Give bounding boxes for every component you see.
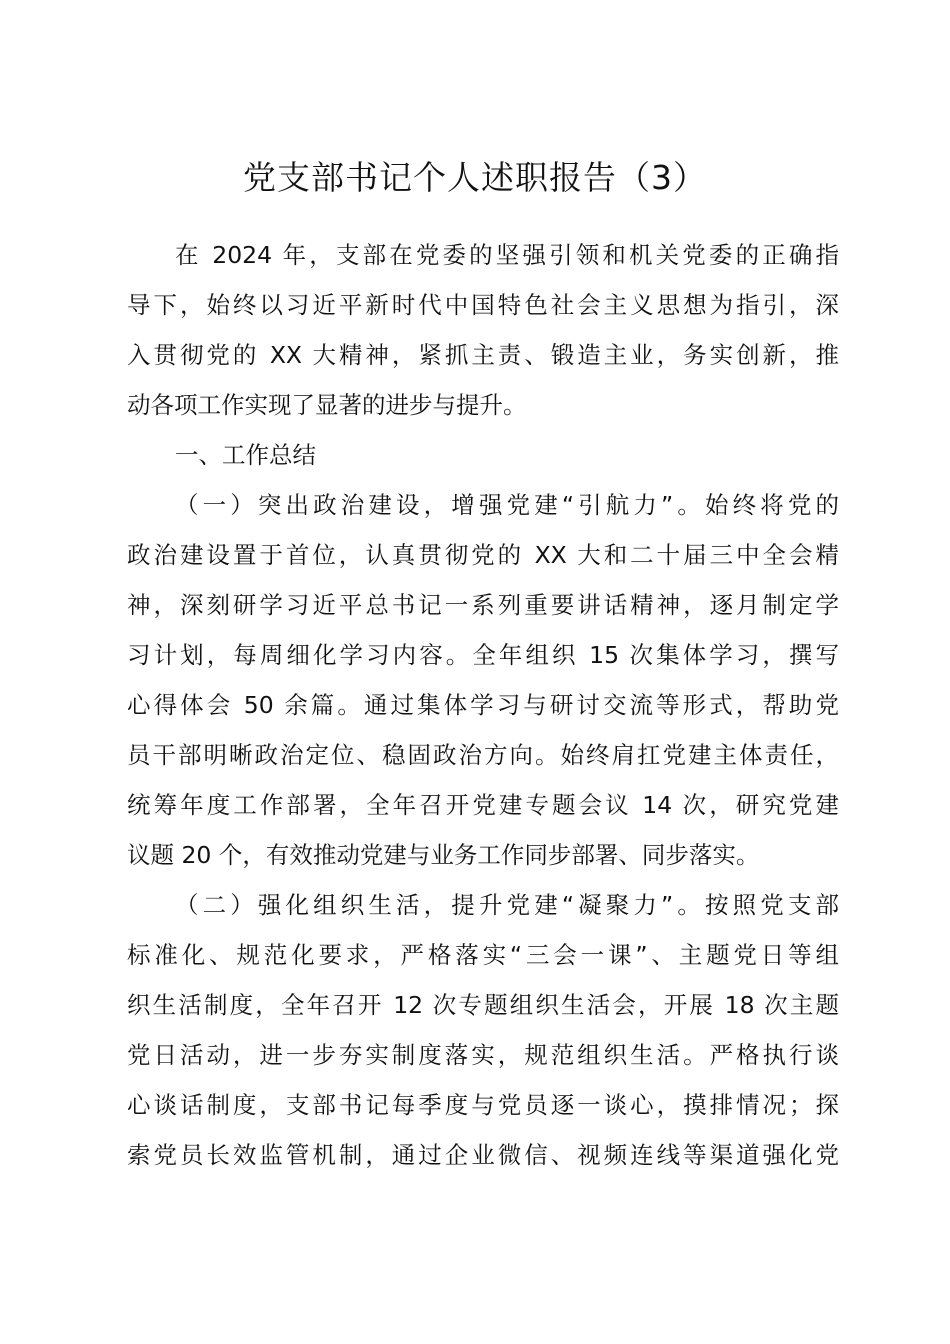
paragraph-line: 心得体会 50 余篇。通过集体学习与研讨交流等形式，帮助党	[127, 691, 839, 719]
paragraph-line: 党日活动，进一步夯实制度落实，规范组织生活。严格执行谈	[127, 1041, 839, 1069]
paragraph-line: （一）突出政治建设，增强党建“引航力”。始终将党的	[175, 491, 839, 519]
document-title: 党支部书记个人述职报告（3）	[243, 158, 707, 197]
document-body	[127, 230, 839, 1180]
paragraph-line: 标准化、规范化要求，严格落实“三会一课”、主题党日等组	[127, 941, 839, 969]
section-heading: 一、工作总结	[175, 441, 316, 469]
paragraph-line: 在 2024 年，支部在党委的坚强引领和机关党委的正确指	[175, 241, 839, 269]
paragraph-line: 索党员长效监管机制，通过企业微信、视频连线等渠道强化党	[127, 1141, 839, 1169]
paragraph-line: 员干部明晰政治定位、稳固政治方向。始终肩扛党建主体责任，	[127, 741, 839, 769]
paragraph-line: 议题 20 个，有效推动党建与业务工作同步部署、同步落实。	[127, 841, 760, 869]
paragraph-line: （二）强化组织生活，提升党建“凝聚力”。按照党支部	[175, 891, 839, 919]
paragraph-line: 入贯彻党的 XX 大精神，紧抓主责、锻造主业，务实创新，推	[127, 341, 839, 369]
paragraph-line: 动各项工作实现了显著的进步与提升。	[127, 391, 527, 419]
paragraph-line: 导下，始终以习近平新时代中国特色社会主义思想为指引，深	[127, 291, 839, 319]
paragraph-line: 统筹年度工作部署，全年召开党建专题会议 14 次，研究党建	[127, 791, 839, 819]
paragraph-line: 政治建设置于首位，认真贯彻党的 XX 大和二十届三中全会精	[127, 541, 839, 569]
paragraph-line: 神，深刻研学习近平总书记一系列重要讲话精神，逐月制定学	[127, 591, 839, 619]
paragraph-line: 心谈话制度，支部书记每季度与党员逐一谈心，摸排情况；探	[127, 1091, 839, 1119]
paragraph-line: 习计划，每周细化学习内容。全年组织 15 次集体学习，撰写	[127, 641, 839, 669]
paragraph-line: 织生活制度，全年召开 12 次专题组织生活会，开展 18 次主题	[127, 991, 839, 1019]
